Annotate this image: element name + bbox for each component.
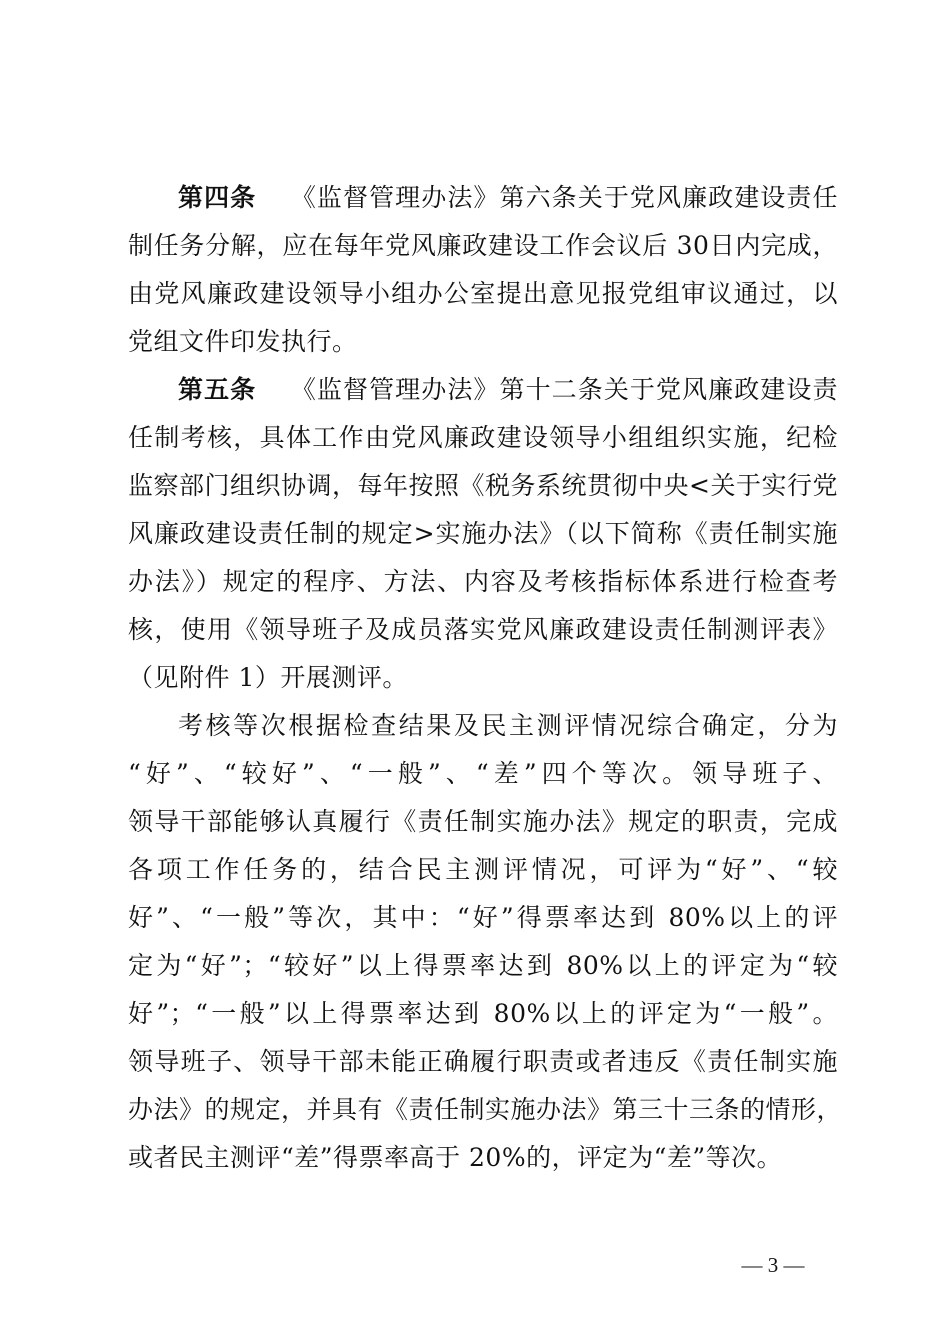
paragraph3-line-3: 领导干部能够认真履行《责任制实施办法》规定的职责，完成 xyxy=(128,807,838,836)
article5-line-2: 任制考核，具体工作由党风廉政建设领导小组组织实施，纪检 xyxy=(128,423,838,452)
article5-label: 第五条 xyxy=(178,375,257,404)
paragraph3-line-5: 好”、“一般”等次，其中：“好”得票率达到 80%以上的评 xyxy=(128,903,838,932)
article5-line-4: 风廉政建设责任制的规定>实施办法》（以下简称《责任制实施 xyxy=(128,519,838,548)
article4-label: 第四条 xyxy=(178,183,257,212)
article5-line-5: 办法》）规定的程序、方法、内容及考核指标体系进行检查考 xyxy=(128,567,838,596)
paragraph3-line-8: 领导班子、领导干部未能正确履行职责或者违反《责任制实施 xyxy=(128,1047,838,1076)
article5-line-6: 核，使用《领导班子及成员落实党风廉政建设责任制测评表》 xyxy=(128,615,838,644)
paragraph3-line-9: 办法》的规定，并具有《责任制实施办法》第三十三条的情形， xyxy=(128,1095,843,1124)
article4-line-4: 党组文件印发执行。 xyxy=(128,327,358,356)
article4-text-1: 《监督管理办法》第六条关于党风廉政建设责任 xyxy=(290,183,838,212)
paragraph3-line-1: 考核等次根据检查结果及民主测评情况综合确定，分为 xyxy=(178,711,838,740)
article4-line-2: 制任务分解，应在每年党风廉政建设工作会议后 30日内完成， xyxy=(128,231,838,260)
page-number: — 3 — xyxy=(741,1253,805,1277)
paragraph3-line-2: “好”、“较好”、“一般”、“差”四个等次。领导班子、 xyxy=(128,759,838,788)
article5-line-3: 监察部门组织协调，每年按照《税务系统贯彻中央<关于实行党 xyxy=(128,471,838,500)
article4-line-1 xyxy=(178,178,838,218)
paragraph3-line-4: 各项工作任务的，结合民主测评情况，可评为“好”、“较 xyxy=(128,855,838,884)
article5-line-7: （见附件 1）开展测评。 xyxy=(128,663,408,692)
paragraph3-line-6: 定为“好”；“较好”以上得票率达到 80%以上的评定为“较 xyxy=(128,951,838,980)
paragraph3-line-7: 好”；“一般”以上得票率达到 80%以上的评定为“一般”。 xyxy=(128,999,838,1028)
paragraph3-line-10: 或者民主测评“差”得票率高于 20%的，评定为“差”等次。 xyxy=(128,1143,783,1172)
article5-text-1: 《监督管理办法》第十二条关于党风廉政建设责 xyxy=(290,375,838,404)
article5-line-1 xyxy=(178,370,838,410)
article4-line-3: 由党风廉政建设领导小组办公室提出意见报党组审议通过，以 xyxy=(128,279,838,308)
